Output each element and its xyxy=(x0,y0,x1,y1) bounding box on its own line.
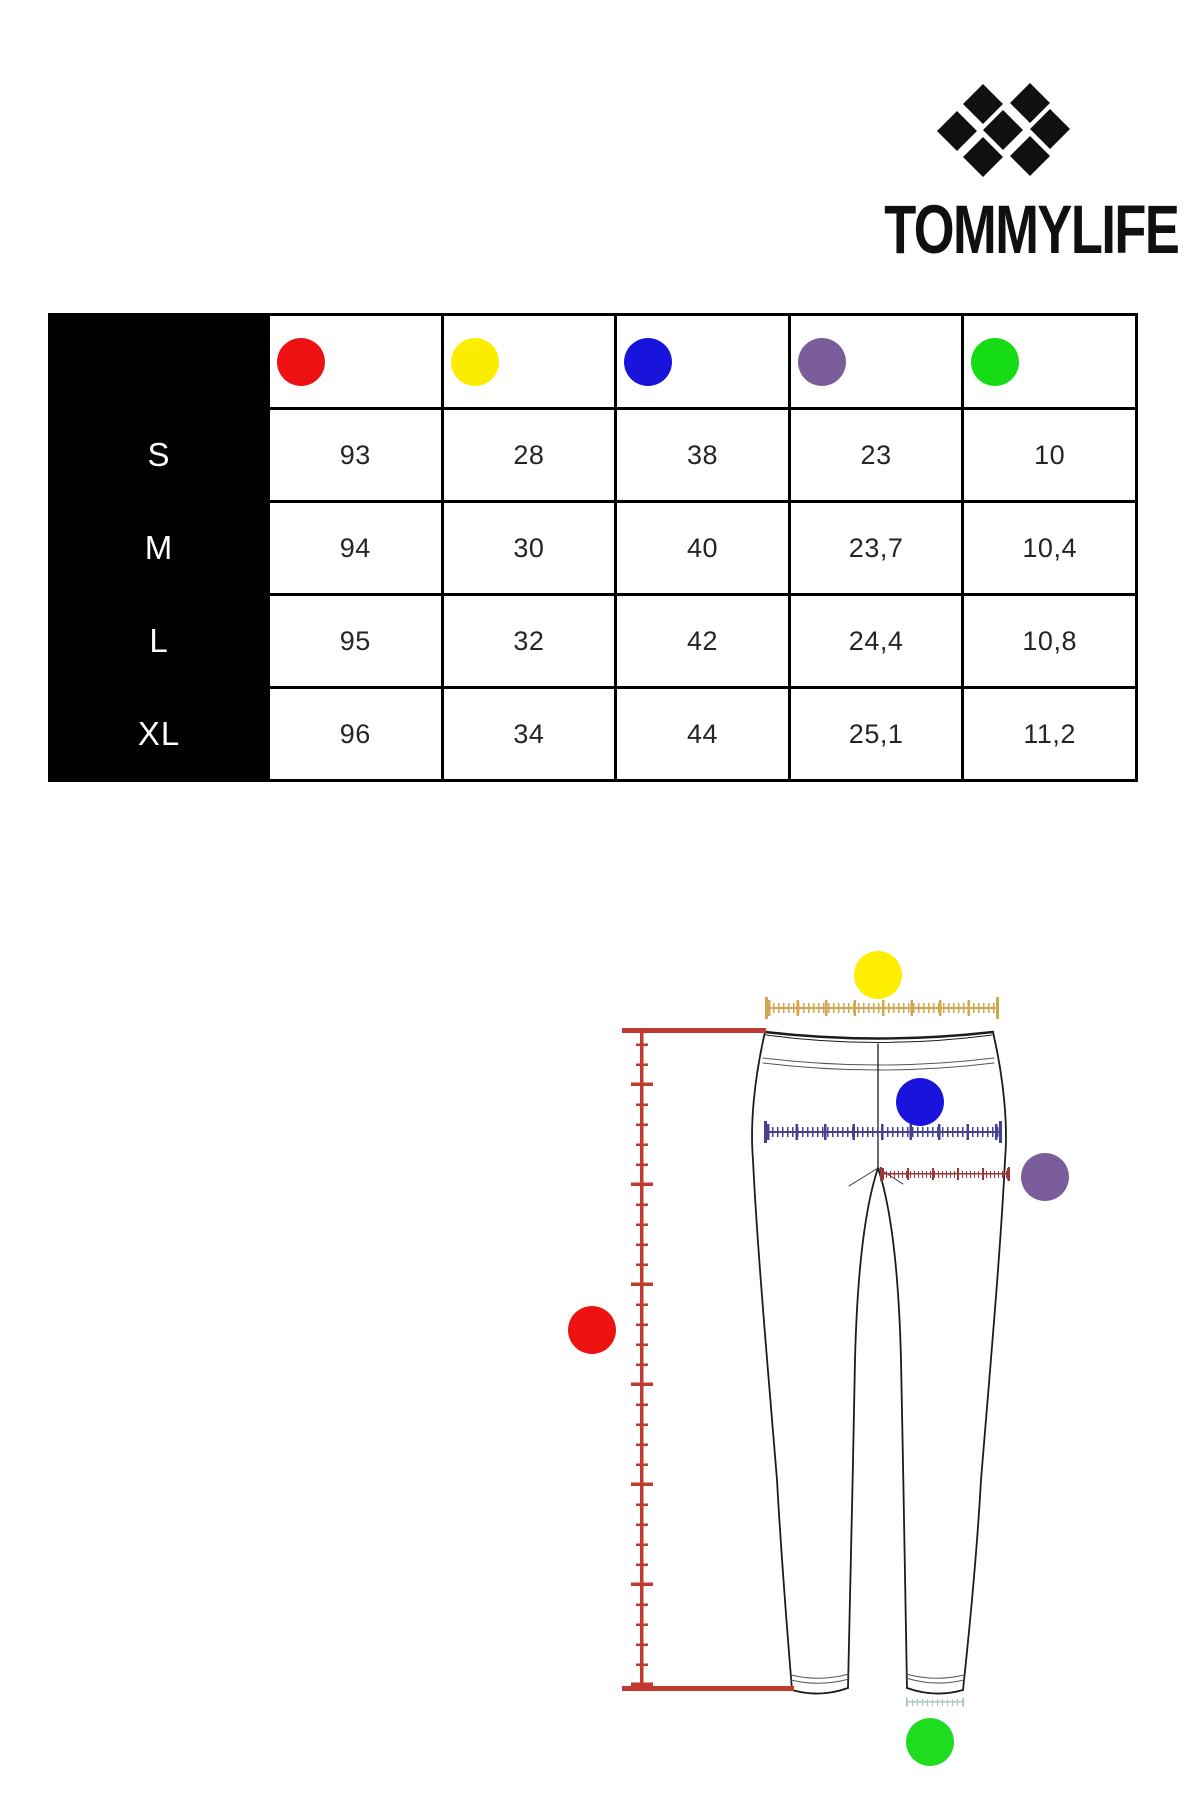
red-dot-icon xyxy=(277,338,325,386)
table-cell: 93 xyxy=(269,409,443,502)
blue-marker-dot xyxy=(896,1078,944,1126)
yellow-dot-icon xyxy=(451,338,499,386)
table-cell: 10,8 xyxy=(963,595,1137,688)
brand-diamonds-icon xyxy=(932,78,1072,184)
table-cell: 38 xyxy=(616,409,790,502)
table-cell: 95 xyxy=(269,595,443,688)
table-row xyxy=(50,502,1137,595)
table-cell: 40 xyxy=(616,502,790,595)
measurement-diagram xyxy=(0,940,1200,1800)
table-cell: 23 xyxy=(789,409,963,502)
table-cell: 30 xyxy=(442,502,616,595)
table-cell: 23,7 xyxy=(789,502,963,595)
table-corner-cell xyxy=(50,315,269,409)
table-row xyxy=(50,688,1137,781)
table-cell: 96 xyxy=(269,688,443,781)
size-label: XL xyxy=(50,688,269,781)
hem-ruler xyxy=(906,1697,964,1707)
length-ruler-bottom-bar xyxy=(622,1686,794,1691)
green-marker-dot xyxy=(906,1718,954,1766)
table-cell: 10,4 xyxy=(963,502,1137,595)
size-label: S xyxy=(50,409,269,502)
column-header-red xyxy=(269,315,443,409)
table-cell: 34 xyxy=(442,688,616,781)
blue-dot-icon xyxy=(624,338,672,386)
table-row xyxy=(50,409,1137,502)
length-ruler xyxy=(631,1033,653,1686)
size-chart-table xyxy=(48,313,1138,782)
table-cell: 24,4 xyxy=(789,595,963,688)
red-marker-dot xyxy=(568,1306,616,1354)
brand-logo xyxy=(847,78,1179,269)
purple-marker-dot xyxy=(1021,1153,1069,1201)
hip-ruler xyxy=(764,1121,1002,1143)
brand-name: TOMMYLIFE xyxy=(884,191,1179,268)
purple-dot-icon xyxy=(798,338,846,386)
column-header-yellow xyxy=(442,315,616,409)
size-label: M xyxy=(50,502,269,595)
column-header-purple xyxy=(789,315,963,409)
column-header-blue xyxy=(616,315,790,409)
waist-ruler xyxy=(765,997,999,1019)
table-row xyxy=(50,595,1137,688)
table-cell: 11,2 xyxy=(963,688,1137,781)
green-dot-icon xyxy=(971,338,1019,386)
thigh-ruler xyxy=(880,1167,1010,1181)
table-cell: 42 xyxy=(616,595,790,688)
table-cell: 10 xyxy=(963,409,1137,502)
leggings-outline xyxy=(0,940,1200,1800)
size-label: L xyxy=(50,595,269,688)
table-cell: 25,1 xyxy=(789,688,963,781)
column-header-green xyxy=(963,315,1137,409)
yellow-marker-dot xyxy=(854,951,902,999)
table-cell: 44 xyxy=(616,688,790,781)
table-cell: 94 xyxy=(269,502,443,595)
table-cell: 28 xyxy=(442,409,616,502)
table-cell: 32 xyxy=(442,595,616,688)
table-header-row xyxy=(50,315,1137,409)
